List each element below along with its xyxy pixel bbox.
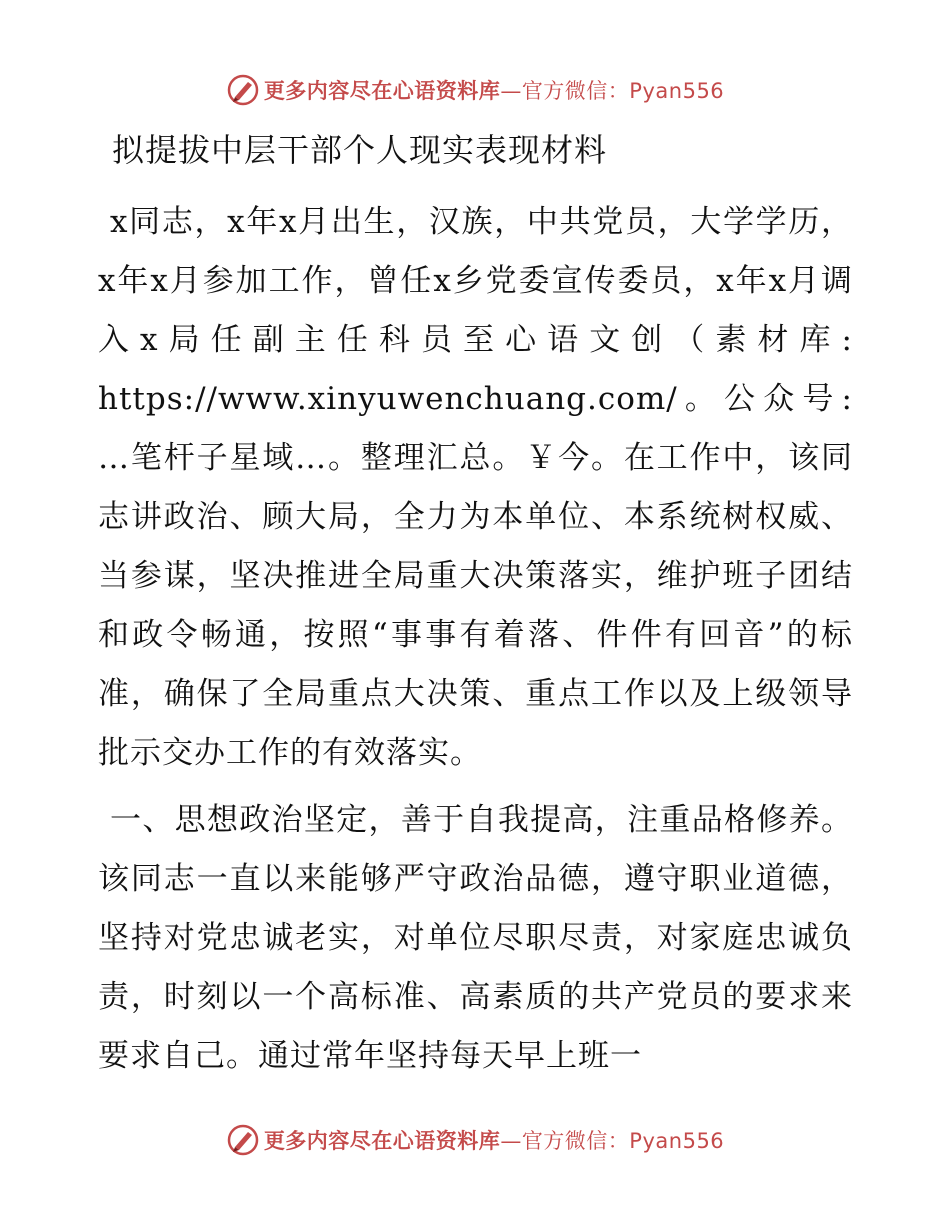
body-paragraph: x同志，x年x月出生，汉族，中共党员，大学学历，x年x月参加工作，曾任x乡党委宣传委员，x年x月调入x局任副主任科员至心语文创（素材库: https://www.xinyuwenchuang.com/。公众号: …笔杆子星域…。整理汇总。￥今。在工作中，该同志讲政治、顾大局，全力为本单位、本系统树权威、当参谋，坚决推进全局重大决策落实，维护班子团结和政令畅通，按照“事事有着落、件件有回音”的标准，确保了全局重点大决策、重点工作以及上级领导批示交办工作的有效落实。	[98, 204, 853, 771]
body-paragraph: 一、思想政治坚定，善于自我提高，注重品格修养。该同志一直以来能够严守政治品德，遵守职业道德，坚持对党忠诚老实，对单位尽职尽责，对家庭忠诚负责，时刻以一个高标准、高素质的共产党员的要求来要求自己。通过常年坚持每天早上班一	[98, 802, 853, 1074]
watermark-dash: —	[500, 79, 522, 103]
watermark-brand: 更多内容尽在心语资料库	[263, 1129, 501, 1153]
watermark-dash: —	[500, 1129, 522, 1153]
document-title: 拟提拔中层干部个人现实表现材料	[112, 131, 608, 169]
watermark-contact: 官方微信：Pyan556	[521, 1129, 725, 1153]
document-body	[98, 193, 853, 1086]
watermark-text	[264, 75, 724, 105]
pen-logo-icon	[226, 1123, 260, 1157]
pen-logo-icon	[226, 73, 260, 107]
watermark-brand: 更多内容尽在心语资料库	[263, 79, 501, 103]
watermark-contact: 官方微信：Pyan556	[521, 79, 725, 103]
watermark-text	[264, 1125, 724, 1155]
watermark-banner-bottom	[0, 1120, 950, 1160]
watermark-banner-top	[0, 70, 950, 110]
